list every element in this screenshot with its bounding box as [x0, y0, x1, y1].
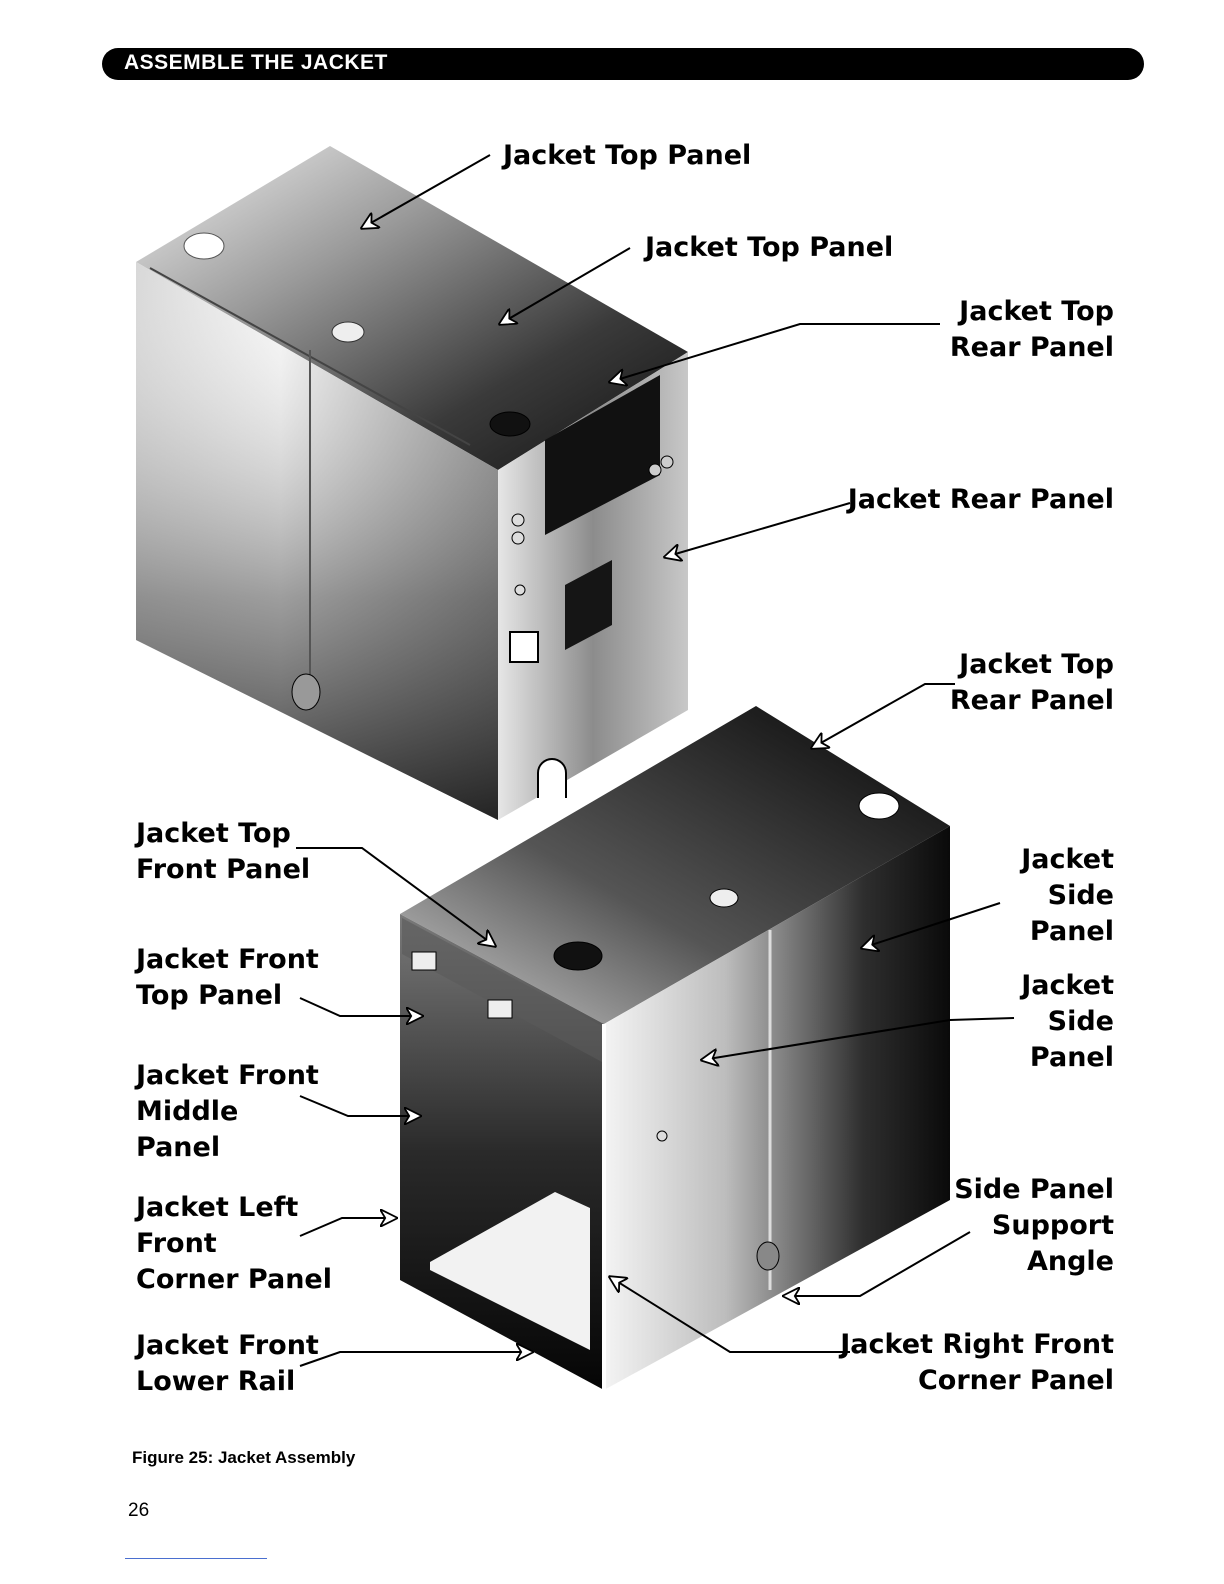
- label-jacket-top-front-panel: Jacket Top Front Panel: [136, 818, 311, 885]
- footer-rule: [125, 1558, 267, 1559]
- label-jacket-front-middle-panel: Jacket Front Middle Panel: [136, 1060, 319, 1163]
- upper-unit-rear-label: [510, 632, 538, 662]
- upper-unit-drain-fitting: [292, 674, 320, 710]
- label-side-panel-support-angle: Side Panel Support Angle: [954, 1174, 1114, 1277]
- upper-unit-fitting-1: [512, 514, 524, 526]
- label-jacket-top-rear-panel-2: Jacket Top Rear Panel: [949, 649, 1114, 716]
- label-jacket-side-panel-1: Jacket Side Panel: [1021, 844, 1114, 947]
- leader-rear-panel: [665, 503, 850, 557]
- label-jacket-top-panel-1: Jacket Top Panel: [503, 140, 752, 171]
- upper-unit-top-hole-1: [184, 233, 224, 259]
- upper-unit-notch: [538, 759, 566, 798]
- lower-unit-side-fitting: [657, 1131, 667, 1141]
- label-jacket-left-front-corner-panel: Jacket Left Front Corner Panel: [136, 1192, 333, 1295]
- upper-unit-top-hole-3: [490, 412, 530, 436]
- lower-unit-top-hole-3: [554, 942, 602, 970]
- lower-unit-top-hole-2: [710, 889, 738, 907]
- label-jacket-right-front-corner-panel: Jacket Right Front Corner Panel: [840, 1329, 1114, 1396]
- label-jacket-side-panel-2: Jacket Side Panel: [1021, 970, 1114, 1073]
- upper-unit-fitting-3: [515, 585, 525, 595]
- label-jacket-top-panel-2: Jacket Top Panel: [645, 232, 894, 263]
- label-jacket-rear-panel: Jacket Rear Panel: [847, 484, 1114, 515]
- figure-caption: Figure 25: Jacket Assembly: [132, 1448, 356, 1467]
- label-jacket-front-top-panel: Jacket Front Top Panel: [136, 944, 319, 1011]
- leader-front-lower-rail: [300, 1352, 532, 1366]
- upper-unit-top-hole-2: [332, 322, 364, 342]
- label-jacket-top-rear-panel-1: Jacket Top Rear Panel: [949, 296, 1114, 363]
- section-title: ASSEMBLE THE JACKET: [124, 51, 388, 74]
- page-number: 26: [128, 1500, 150, 1521]
- leader-top-rear-panel-2: [812, 684, 955, 748]
- lower-unit-top-hole-1: [859, 793, 899, 819]
- label-jacket-front-lower-rail: Jacket Front Lower Rail: [136, 1330, 319, 1397]
- upper-jacket-unit: [136, 146, 688, 820]
- lower-unit-front-label-2: [488, 1000, 512, 1018]
- upper-unit-fitting-4: [649, 464, 661, 476]
- lower-unit-support-fitting: [757, 1242, 779, 1270]
- upper-unit-fitting-5: [661, 456, 673, 468]
- upper-unit-fitting-2: [512, 532, 524, 544]
- lower-unit-front-label-1: [412, 952, 436, 970]
